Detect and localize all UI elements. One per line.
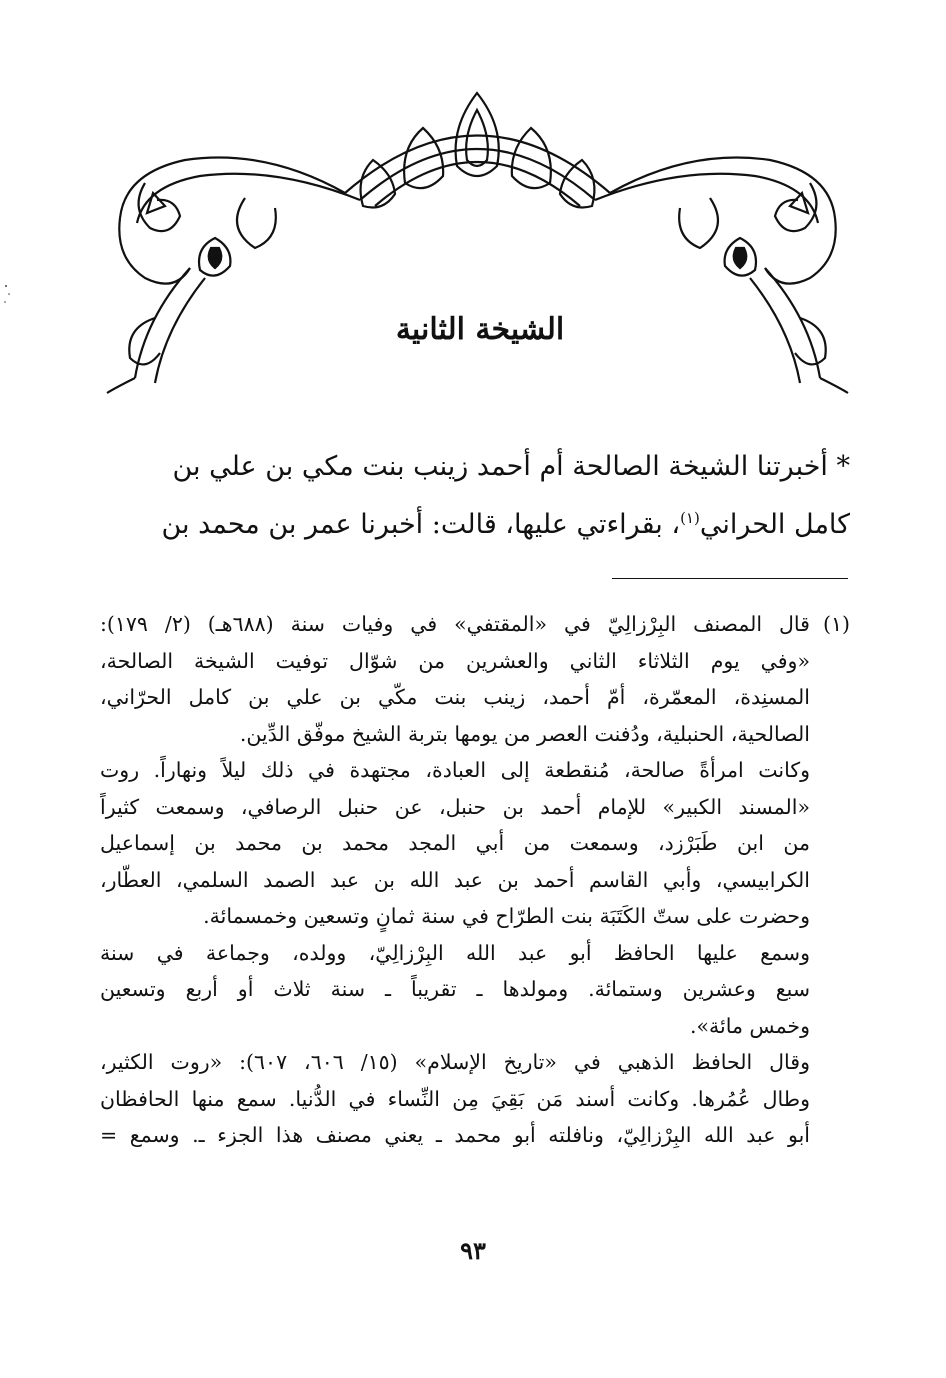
- footnote-line: الصالحية، الحنبلية، ودُفنت العصر من يومها بتربة الشيخ موفّق الدِّين.: [239, 721, 810, 746]
- footnote-line: من ابن طَبَرْزد، وسمعت من أبي المجد محمد بن محمد بن إسماعيل: [100, 831, 810, 855]
- main-text: [100, 438, 850, 554]
- footnote: [100, 606, 850, 1154]
- footnote-marker: (١): [680, 509, 700, 527]
- footnote-line: وسمع عليها الحافظ أبو عبد الله البِرْزالِيّ، وولده، وجماعة في سنة: [100, 940, 810, 965]
- main-text-line-2-start: كامل الحراني: [699, 509, 850, 540]
- footnote-head: [100, 606, 850, 643]
- main-text-line-2-end: ، بقراءتي عليها، قالت: أخبرنا عمر بن محمد بن: [161, 509, 681, 540]
- footnote-line: وطال عُمُرها. وكانت أسند مَن بَقِيَ مِن النِّساء في الدُّنيا. سمع منها الحافظان: [100, 1086, 810, 1111]
- footnote-line: وحضرت على ستّ الكَتَبَة بنت الطرّاح في سنة ثمانٍ وتسعين وخمسمائة.: [203, 904, 810, 928]
- footnote-line: وقال الحافظ الذهبي في «تاريخ الإسلام» (١٥/ ٦٠٦، ٦٠٧): «روت الكثير،: [100, 1050, 810, 1074]
- footnote-line: المسنِدة، المعمّرة، أمّ أحمد، زينب بنت مكّي بن علي بن كامل الحرّاني،: [100, 685, 810, 709]
- main-text-line-2: [100, 496, 850, 554]
- footnote-line: قال المصنف البِرْزالِيّ في «المقتفي» في وفيات سنة (٦٨٨هـ) (٢/ ١٧٩):: [100, 612, 810, 636]
- footnote-line: وكانت امرأةً صالحة، مُنقطعة إلى العبادة، مجتهدة في ذلك ليلاً ونهاراً. روت: [100, 758, 810, 782]
- footnote-number: (١): [822, 612, 850, 636]
- footnote-line: سبع وعشرين وستمائة. ومولدها ـ تقريباً ـ سنة ثلاث أو أربع وتسعين: [100, 977, 810, 1001]
- footnote-line: أبو عبد الله البِرْزالِيّ، ونافلته أبو محمد ـ يعني مصنف هذا الجزء ـ. وسمع =: [100, 1123, 810, 1147]
- footnote-line: «وفي يوم الثلاثاء الثاني والعشرين من شوّال توفيت الشيخة الصالحة،: [100, 648, 810, 673]
- footnote-line: «المسند الكبير» للإمام أحمد بن حنبل، عن حنبل الرصافي، وسمعت كثيراً: [100, 794, 810, 819]
- footnote-body: [100, 643, 850, 1154]
- footnote-line: الكرابيسي، وأبي القاسم أحمد بن عبد الله بن عبد الصمد السلمي، العطّار،: [100, 867, 810, 892]
- main-text-line-1: * أخبرتنا الشيخة الصالحة أم أحمد زينب بنت مكي بن علي بن: [172, 451, 850, 482]
- footnote-separator: [612, 578, 848, 579]
- section-title: الشيخة الثانية: [395, 312, 565, 347]
- footnote-line: وخمس مائة».: [689, 1013, 810, 1038]
- page-number: ٩٣: [460, 1236, 486, 1265]
- scan-speckle: [0, 280, 14, 310]
